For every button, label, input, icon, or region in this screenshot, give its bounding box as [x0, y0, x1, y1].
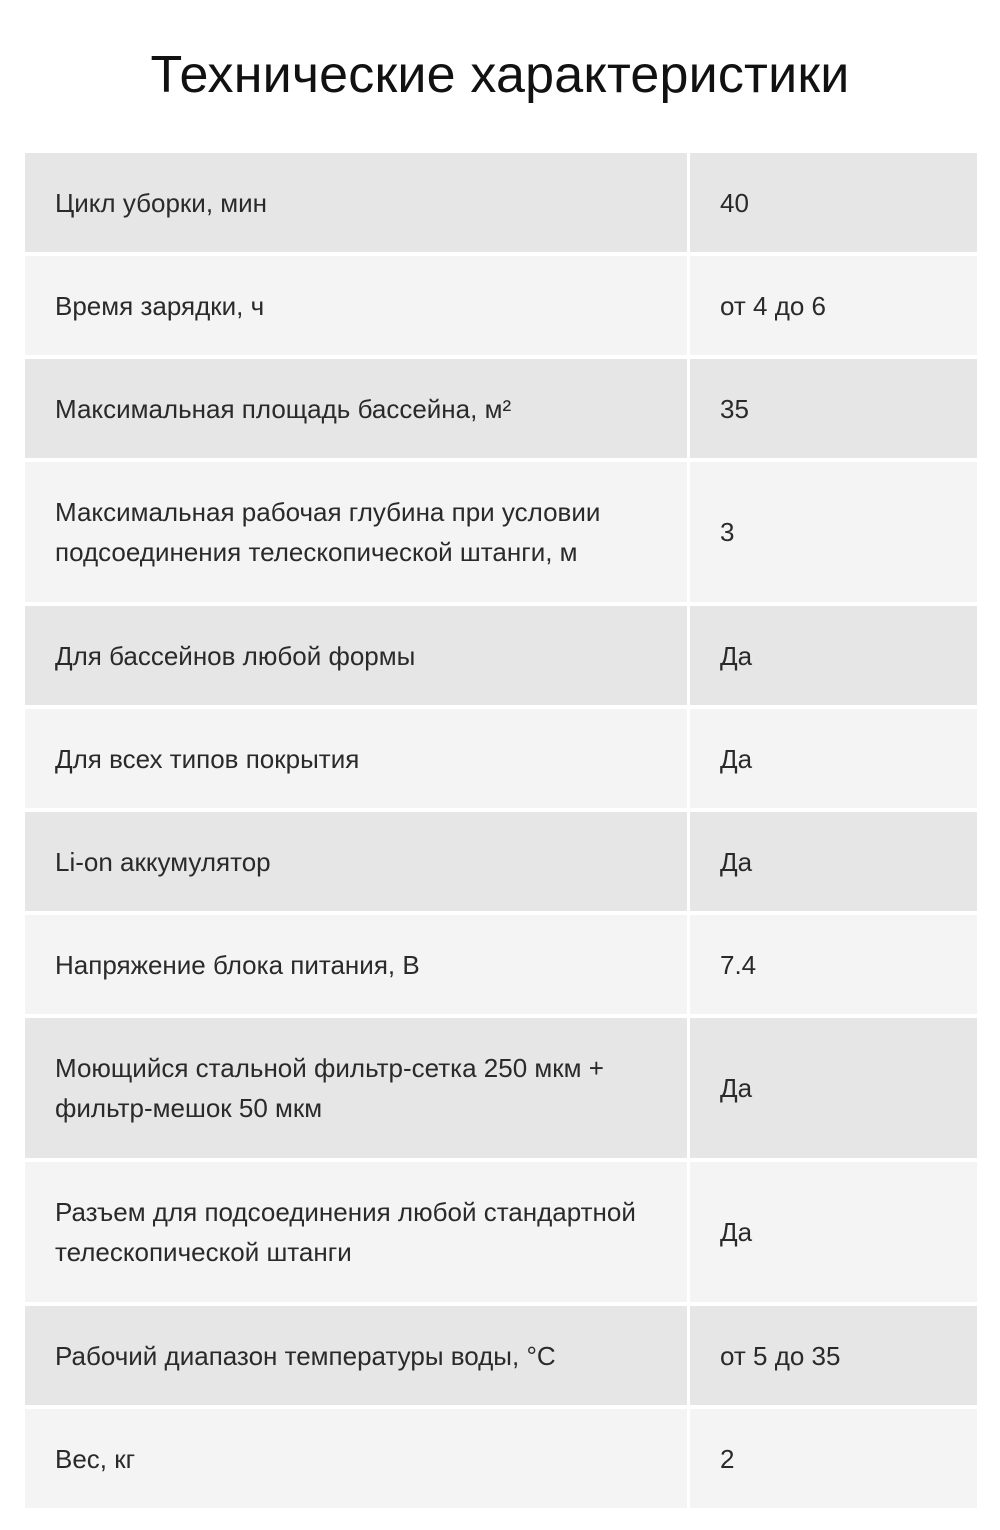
spec-name: Рабочий диапазон температуры воды, °С: [25, 1306, 690, 1409]
spec-name: Вес, кг: [25, 1409, 690, 1512]
spec-name: Моющийся стальной фильтр-сетка 250 мкм + фильтр-мешок 50 мкм: [25, 1018, 690, 1162]
spec-name: Максимальная площадь бассейна, м²: [25, 359, 690, 462]
spec-name: Li-on аккумулятор: [25, 812, 690, 915]
table-row: [25, 462, 977, 606]
page-title: Технические характеристики: [150, 46, 850, 104]
table-row: [25, 1018, 977, 1162]
spec-value: от 5 до 35: [690, 1306, 977, 1409]
spec-name: Цикл уборки, мин: [25, 153, 690, 256]
table-row: [25, 359, 977, 462]
table-row: [25, 915, 977, 1018]
spec-value: Да: [690, 1162, 977, 1306]
spec-value: 7.4: [690, 915, 977, 1018]
spec-name: Для всех типов покрытия: [25, 709, 690, 812]
spec-value: 3: [690, 462, 977, 606]
table-row: [25, 1306, 977, 1409]
table-row: [25, 256, 977, 359]
table-row: [25, 1409, 977, 1512]
spec-name: Напряжение блока питания, В: [25, 915, 690, 1018]
spec-name: Максимальная рабочая глубина при условии подсоединения телескопической штанги, м: [25, 462, 690, 606]
spec-value: 35: [690, 359, 977, 462]
table-row: [25, 1162, 977, 1306]
spec-name: Разъем для подсоединения любой стандартной телескопической штанги: [25, 1162, 690, 1306]
spec-value: Да: [690, 606, 977, 709]
spec-value: 2: [690, 1409, 977, 1512]
spec-name: Время зарядки, ч: [25, 256, 690, 359]
table-row: [25, 153, 977, 256]
spec-name: Для бассейнов любой формы: [25, 606, 690, 709]
spec-value: Да: [690, 1018, 977, 1162]
table-row: [25, 812, 977, 915]
spec-value: 40: [690, 153, 977, 256]
table-row: [25, 709, 977, 812]
spec-value: Да: [690, 709, 977, 812]
table-row: [25, 606, 977, 709]
specifications-table: [25, 153, 977, 1512]
spec-value: Да: [690, 812, 977, 915]
spec-value: от 4 до 6: [690, 256, 977, 359]
